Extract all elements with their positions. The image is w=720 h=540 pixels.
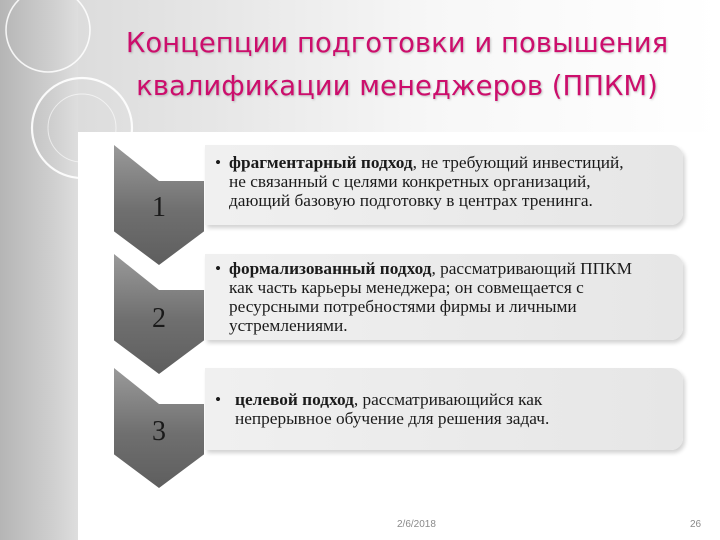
step-1-number: 1 — [152, 192, 166, 223]
step-3-box — [205, 368, 683, 450]
step-1-text — [215, 153, 624, 210]
slide-title — [92, 22, 702, 108]
step-1-line2: не связанный с целями конкретных организаций, — [229, 172, 591, 191]
step-2-box — [205, 254, 683, 340]
step-3-number: 3 — [152, 416, 166, 447]
step-2-line2: как часть карьеры менеджера; он совмещается с — [229, 278, 584, 297]
step-2-line1: , рассматривающий ППКМ — [431, 259, 632, 278]
bullet-icon: • — [215, 390, 222, 409]
step-1-line1: , не требующий инвестиций, — [412, 153, 624, 172]
step-1-term: фрагментарный подход — [229, 153, 413, 172]
footer-date: 2/6/2018 — [397, 519, 436, 530]
step-3-line2: непрерывное обучение для решения задач. — [235, 409, 550, 428]
step-3-text — [215, 390, 549, 428]
step-3-term: целевой подход — [235, 390, 354, 409]
step-3-line1: , рассматривающийся как — [353, 390, 543, 409]
step-1-box — [205, 145, 683, 225]
step-2-number: 2 — [152, 303, 166, 334]
slide-title-line1: Концепции подготовки и повышения — [125, 27, 669, 59]
bullet-icon: • — [215, 153, 222, 172]
footer-page-number: 26 — [690, 519, 702, 530]
step-2-line3: ресурсными потребностями фирмы и личными — [229, 297, 577, 316]
bullet-icon: • — [215, 259, 222, 278]
step-1-line3: дающий базовую подготовку в центрах тренинга. — [229, 191, 593, 210]
step-2-line4: устремлениями. — [229, 316, 348, 335]
step-2-term: формализованный подход — [229, 259, 432, 278]
slide-title-line2: квалификации менеджеров (ППКМ) — [136, 70, 658, 102]
step-2-text — [215, 259, 632, 335]
